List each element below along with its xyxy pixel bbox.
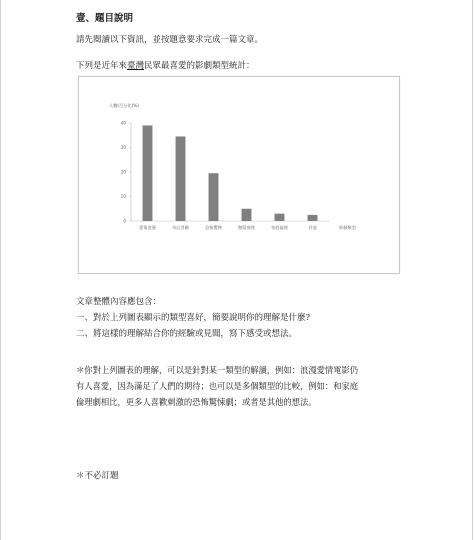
chart-intro-highlight: 臺灣	[127, 61, 145, 71]
note-line: ＊你對上列圖表的理解，可以是針對某一類型的解讀，例如：浪漫愛情電影仍	[76, 365, 359, 375]
x-tick-label: 懸疑推理	[238, 225, 255, 230]
bar	[242, 209, 252, 221]
x-tick-label: 其他	[308, 225, 317, 230]
bar	[275, 214, 285, 221]
y-tick-label: 20	[120, 169, 126, 175]
x-tick-label: 家庭倫理	[271, 225, 288, 230]
bar	[176, 136, 186, 221]
instruction-text: 請先閱讀以下資訊，並按題意要求完成一篇文章。	[76, 35, 264, 45]
y-tick-label: 10	[120, 194, 126, 199]
requirements-header: 文章整體內容應包含：	[76, 297, 162, 307]
note-line: 有人喜愛，因為滿足了人們的期待；也可以是多個類型的比較，例如：和家庭	[76, 381, 359, 391]
section-title: 壹、題目說明	[76, 13, 134, 24]
x-tick-label: 恐怖驚悚	[205, 225, 222, 230]
chart-intro-before: 下列是近年來	[76, 61, 128, 71]
y-axis-label: 人數(百分比(%)	[109, 103, 139, 108]
bar	[308, 215, 318, 221]
y-tick-label: 40	[120, 120, 126, 126]
chart-intro-after: 民眾最喜愛的影劇類型統計：	[144, 61, 255, 71]
note-paragraph	[76, 362, 358, 410]
bar-chart	[78, 76, 400, 274]
page-right-edge	[472, 0, 473, 540]
y-tick-label: 30	[120, 145, 126, 150]
bar-chart-svg	[79, 77, 399, 273]
x-tick-label: 愛情浪漫	[139, 225, 156, 230]
bar	[143, 125, 153, 221]
footer-note: ＊不必訂題	[76, 471, 119, 481]
x-tick-label: 奇幻冒險	[172, 225, 189, 230]
requirement-item-2: 二、將這樣的理解結合你的經驗或見聞，寫下感受或想法。	[76, 329, 298, 339]
page-left-edge	[0, 0, 1, 540]
note-line: 倫理劇相比，更多人喜歡刺激的恐怖驚悚劇；或者是其他的想法。	[76, 397, 317, 407]
requirement-item-1: 一、對於上列圖表顯示的類型喜好，簡要說明你的理解是什麼?	[76, 313, 311, 323]
bar	[209, 173, 219, 221]
y-tick-label: 0	[123, 218, 126, 224]
chart-intro	[76, 60, 255, 72]
x-axis-label: 影劇類型	[339, 225, 356, 230]
